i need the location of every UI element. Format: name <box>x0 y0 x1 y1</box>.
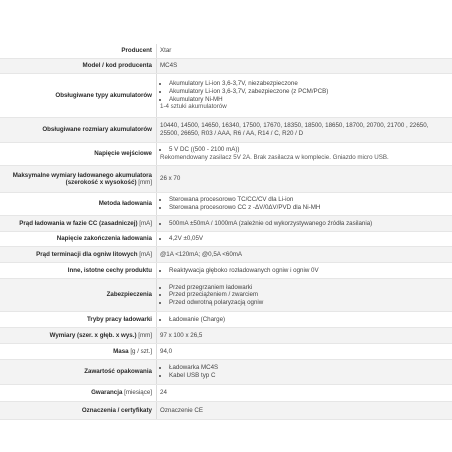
spec-value-item: • Przed przegrzaniem ładowarki <box>169 284 446 292</box>
spec-label <box>0 235 156 242</box>
spec-row <box>0 385 452 402</box>
spec-value <box>156 193 452 215</box>
spec-row <box>0 74 452 118</box>
spec-value <box>156 279 452 311</box>
spec-label-text: Oznaczenia / certyfikaty <box>81 406 152 414</box>
spec-label <box>0 92 156 99</box>
spec-row <box>0 118 452 143</box>
spec-value <box>156 402 452 419</box>
spec-value <box>156 247 452 262</box>
spec-value-text: MC4S <box>160 62 178 70</box>
spec-value-list <box>160 220 446 228</box>
spec-label-unit: [mA] <box>139 219 152 227</box>
spec-row <box>0 59 452 74</box>
spec-label <box>0 62 156 69</box>
spec-label-unit: [mm] <box>138 179 152 186</box>
spec-row <box>0 143 452 166</box>
spec-value <box>156 360 452 384</box>
spec-label-text: Model / kod producenta <box>82 62 152 70</box>
spec-label-text: Wymiary (szer. x głęb. x wys.) <box>49 331 137 339</box>
spec-row <box>0 312 452 328</box>
spec-row <box>0 216 452 232</box>
spec-label-text: Maksymalne wymiary ładowanego akumulatora (szerokość x wysokość) <box>12 171 152 186</box>
spec-value <box>156 74 452 117</box>
spec-row <box>0 402 452 420</box>
spec-label-text: Napięcie zakończenia ładowania <box>56 235 152 243</box>
spec-value-text: 10440, 14500, 14650, 16340, 17500, 17670, 18350, 18500, 18650, 18700, 20700, 21700 , 22650, 25500, 26650, R03 / AAA, R6 / AA, R14 / C, R20 / D <box>160 122 429 137</box>
spec-value <box>156 328 452 343</box>
spec-value-list <box>160 267 446 275</box>
spec-value-text: 97 x 100 x 26,5 <box>160 331 203 339</box>
spec-row <box>0 263 452 279</box>
spec-row <box>0 247 452 263</box>
spec-label-text: Gwarancja <box>91 389 123 397</box>
spec-value-item: • Reaktywacja głęboko rozładowanych ogniw i ogniw 0V <box>169 267 446 275</box>
spec-row <box>0 44 452 59</box>
spec-value-item: • Akumulatory Ni-MH <box>169 96 446 104</box>
spec-label-text: Obsługiwane typy akumulatorów <box>55 91 152 99</box>
spec-value-text: Xtar <box>160 47 172 55</box>
spec-label <box>0 291 156 298</box>
spec-value <box>156 44 452 58</box>
spec-label <box>0 267 156 274</box>
spec-label <box>0 251 156 258</box>
spec-label-text: Obsługiwane rozmiary akumulatorów <box>42 126 152 134</box>
spec-value <box>156 216 452 231</box>
spec-label-unit: [mA] <box>139 250 152 258</box>
spec-value <box>156 232 452 246</box>
spec-value <box>156 118 452 142</box>
spec-value-item: • Przed przeciążeniem / zwarciem <box>169 291 446 299</box>
spec-label-text: Napięcie wejściowe <box>94 150 152 158</box>
spec-value-item: • Ładowarka MC4S <box>169 364 446 372</box>
spec-label-text: Masa <box>113 347 129 355</box>
spec-label <box>0 407 156 414</box>
spec-value-list <box>160 80 446 103</box>
spec-label <box>0 220 156 227</box>
spec-label-text: Zawartość opakowania <box>84 368 152 376</box>
spec-row <box>0 328 452 344</box>
spec-value-note: Rekomendowany zasilacz 5V 2A. Brak zasilacza w komplecie. Gniazdo micro USB. <box>160 154 389 161</box>
spec-value <box>156 166 452 192</box>
spec-value-note: 1-4 sztuki akumulatorów <box>160 103 227 111</box>
spec-value-list <box>160 146 446 154</box>
spec-value-text: 24 <box>160 389 167 397</box>
spec-row <box>0 279 452 312</box>
spec-value <box>156 385 452 401</box>
spec-value-list <box>160 284 446 307</box>
spec-value <box>156 59 452 73</box>
spec-label <box>0 200 156 207</box>
spec-value-text: Oznaczenie CE <box>160 406 203 414</box>
spec-row <box>0 360 452 385</box>
spec-label-text: Producent <box>121 47 152 55</box>
spec-label <box>0 348 156 355</box>
spec-value-item: • 500mA ±50mA / 1000mA (zależnie od wykorzystywanego źródła zasilania) <box>169 220 446 228</box>
spec-value-item: • Sterowana procesorowo CC z -ΔV/0ΔV/PVD dla Ni-MH <box>169 204 446 212</box>
spec-value-text: @1A <120mA; @0,5A <60mA <box>160 250 243 258</box>
spec-value-list <box>160 316 446 324</box>
spec-value <box>156 143 452 165</box>
spec-value <box>156 344 452 359</box>
spec-row <box>0 166 452 193</box>
spec-label-unit: [miesiące] <box>124 389 152 397</box>
spec-value-item: • 4,2V ±0,05V <box>169 235 446 243</box>
spec-label <box>0 332 156 339</box>
spec-value-item: • Ładowanie (Charge) <box>169 316 446 324</box>
spec-label-text: Prąd ładowania w fazie CC (zasadniczej) <box>19 219 138 227</box>
spec-value-list <box>160 364 446 379</box>
spec-label-text: Zabezpieczenia <box>106 291 152 299</box>
spec-value-item: • Akumulatory Li-ion 3,6-3,7V, zabezpieczone (z PCM/PCB) <box>169 88 446 96</box>
spec-value-item: • 5 V DC ((500 - 2100 mA)) <box>169 146 446 154</box>
spec-value-text: 94,0 <box>160 347 173 355</box>
spec-value-list <box>160 235 446 243</box>
spec-label-text: Inne, istotne cechy produktu <box>67 266 152 274</box>
spec-row <box>0 193 452 216</box>
spec-value <box>156 312 452 327</box>
spec-label <box>0 172 156 187</box>
spec-value-item: • Kabel USB typ C <box>169 372 446 380</box>
spec-row <box>0 232 452 247</box>
spec-label <box>0 389 156 396</box>
spec-label <box>0 368 156 375</box>
spec-label-unit: [mm] <box>138 331 152 339</box>
spec-value-list <box>160 196 446 211</box>
spec-value-item: • Sterowana procesorowo TC/CC/CV dla Li-ion <box>169 196 446 204</box>
spec-label <box>0 316 156 323</box>
spec-value-text: 26 x 70 <box>160 175 181 183</box>
spec-table <box>0 44 452 420</box>
spec-value-item: • Przed odwrotną polaryzacją ogniw <box>169 299 446 307</box>
spec-value <box>156 263 452 278</box>
spec-label-unit: [g / szt.] <box>130 347 152 355</box>
spec-label <box>0 150 156 157</box>
spec-value-item: • Akumulatory Li-ion 3,6-3,7V, niezabezpieczone <box>169 80 446 88</box>
spec-label-text: Prąd terminacji dla ogniw litowych <box>36 250 138 258</box>
spec-label <box>0 126 156 133</box>
spec-label <box>0 47 156 54</box>
spec-label-text: Metoda ładowania <box>98 200 152 208</box>
spec-row <box>0 344 452 360</box>
spec-label-text: Tryby pracy ładowarki <box>87 315 152 323</box>
